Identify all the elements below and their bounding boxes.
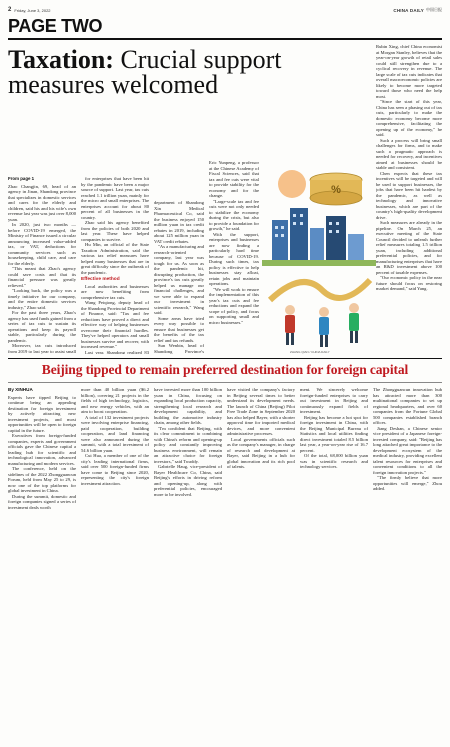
paragraph: In 2020, just two months — before COVID-19 emerged, the Ministry of Finance issued a circular announcing increased value-added tax, or VAT, deductions for community services such as housekeeping, child care, and care for the elderly. (8, 222, 76, 266)
section-title: PAGE TWO (8, 16, 103, 36)
second-story-column-3 (154, 387, 222, 743)
dateline: From page 1 (8, 176, 35, 181)
paragraph: Zhao said his agency benefited from the policies of both 2020 and last year. These have helped companies to survive. (81, 220, 149, 242)
second-story-column-5 (300, 387, 368, 743)
paragraph: more than 40 billion yuan ($6.2 billion), covering 21 projects in the fields of high technology, logistics, and new energy vehicles, with an aim to boost cooperation. (81, 387, 149, 414)
paragraph: have invested more than 100 billion yuan in China, focusing on expanding local production capacity, strengthening local research and development capability, and building the automotive industry chain, among other fields. (154, 387, 222, 425)
paragraph: have visited the company's factory in Beijing several times to better understand its development needs. The launch of China (Beijing) Pilot Free Trade Zone in September 2020 has also helped Bayer, with a shorter approval time for imported medical devices, and more convenient administrative processes. (227, 387, 295, 436)
paragraph: Some areas have tried every way possible to ensure that businesses get the benefits of the tax relief and tax refunds. (154, 315, 204, 343)
story-divider (8, 358, 442, 359)
paragraph: Local governments officials such as the company's manager, in charge of research and development at Bayer, said Beijing in a hub for global innovation and its rich pool of talents. (227, 436, 295, 469)
illustration-credit: ZHANG QIAN / CHINA DAILY (290, 350, 330, 354)
subhead: Effective method (81, 277, 120, 282)
paragraph: The Zhongguancun innovation hub has attracted more than 300 multinational companies to set up regional headquarters, and over 60 companies from the Fortune Global 500 companies established branch offices. (373, 387, 442, 425)
paragraph: Gabrielle Haug, vice-president of Bayer Healthcare Co, China, said Beijing's efforts in driving reform and opening-up, along with preferential policies, encouraged more to be involved. (154, 464, 222, 497)
top-headline (8, 47, 298, 97)
top-story-column-4 (209, 160, 259, 354)
paragraph: Last year, Shandong realized 83 (85, 349, 149, 354)
paragraph: Chen expects that these tax incentives will be targeted and will be used to support businesses, the jobs that have been hit hardest by the pandemic, as well as technology and innovative businesses, which are part of the country's high-quality development drive. (376, 170, 442, 220)
paragraph: ment. We sincerely welcome foreign-funded enterprises to carry out investment in Beijing and continuously expand fields of investment. (300, 387, 368, 414)
paragraph: Executives from foreign-funded companies, experts and government officials gave the Chinese capital a leading hub for scientific and technological innovation, advanced manufacturing and modern services. (8, 433, 76, 466)
headline-bold: Taxation: (8, 45, 114, 74)
top-story-column-2 (81, 176, 149, 354)
top-story-column-1 (8, 176, 76, 354)
paragraph: Local authorities and businesses are now benefiting from comprehensive tax cuts. (81, 283, 149, 300)
paragraph: Such a process will bring small challenges for firms, and to make such a pragmatic approach is needed for recovery, and incentives aimed at businesses should be stable and consistent. (376, 137, 442, 170)
paragraph: "As a manufacturing and research-oriented company, last year was tough for us. As soon as the pandemic hit, disrupting production, the province's tax cuts greatly helped us manage our financial challenges, and we were able to expand our investment in scientific research," Wang said. (154, 244, 204, 315)
top-story-column-6 (376, 44, 442, 354)
paragraph: Rubin Xing, chief China economist at Morgan Stanley, believes that the year-on-year growth of retail sales could still strengthen due to a cyclical recovery in revenue. The large scale of tax cuts indicates that overall macroeconomic policies are likely to become more targeted toward those who need the help most. (376, 44, 442, 99)
paragraph: Jiang Deshan, a Chinese senior vice president of a Japanese foreign-invested company, said: "Beijing has long attached great importance to the development ecosystem of the medical industry, providing excellent talent resources for enterprises and convenient conditions to all the foreign innovation projects." (373, 425, 442, 475)
page-number: 2 (8, 7, 12, 13)
paragraph: "Looking back, the policy was a timely initiative for our company, and the entire domestic services industry," Zhao said. (8, 288, 76, 310)
paragraph: During the summit, domestic and foreign companies signed a series of investment deals worth (8, 493, 76, 510)
paragraph: Moreover, tax cuts introduced from 2019 to last year to assist small (8, 343, 76, 354)
paragraph: Eric Yunpeng, a professor at the Chinese Academy of Fiscal Sciences, said that tax and fee cuts were vital to provide stability for the economy and for the change. (209, 160, 259, 198)
paragraph: Hu Min, an official of the State Taxation Administration, said the various tax relief measures have helped many businesses that are in great difficulty since the outbreak of the pandemic. (81, 242, 149, 275)
paragraph: "This meant that Zhao's agency could save costs and that its financial pressure was greatly relieved." (8, 266, 76, 288)
paragraph: Of the total, 68,000 billion yuan was in scientific research and technology services. (300, 453, 368, 469)
second-story-column-6 (373, 387, 442, 743)
paragraph: With the support, enterprises and businesses are now finding a particularly hard time because of COVID-19. During such times, tax policy is effective to help businesses stay afloat, retain jobs and maintain operations. (209, 231, 259, 286)
paragraph: Wang Peiqiong, deputy head of the Shandong Provincial Department of Finance, said: "Tax and fee reductions have proved a direct and effective way of helping businesses overcome their financial hurdles. They've helped operators and small businesses survive and recover, with increased revenue." (81, 300, 149, 349)
section-rule (8, 38, 442, 40)
paragraph: The conference, held on the sidelines of the 2022 Zhongguancun Forum, held from May 25 to 29, is now one of the top platforms for global investment in China. (8, 466, 76, 493)
issue-date: Friday, June 3, 2022 (14, 7, 51, 13)
byline: By XINHUA (8, 387, 33, 392)
paragraph: Beijing has become a hot spot for foreign investment in China, with the Beijing Municipal Bureau of Statistics and local utilities finding direct investment totaled 8.5 billion last year, a year-on-year rise of 16.7 percent. (300, 414, 368, 453)
paragraph: "The firmly believe that more opportunities will emerge," Zhou added. (373, 475, 442, 491)
paragraph: "We will work to ensure the implementation of this year's tax cuts and fee reductions and expand the scope of policy, and focus on supporting small and micro businesses." (209, 286, 259, 325)
taxation-illustration (262, 150, 376, 356)
masthead (8, 5, 442, 15)
second-headline-rule (8, 382, 442, 383)
second-story-column-1 (8, 387, 76, 743)
paragraph: Experts have tipped Beijing to continue being an appealing destination for foreign investment by actively attracting new investment projects, and most opportunities will be open to foreign capital in the future. (8, 394, 76, 433)
paragraph: Such measures are already in the pipeline. On March 25, an executive meeting of the State Council decided to unleash further relief measures totaling 1.5 trillion yuan, including additional preferential policies, and for manufacturing enterprises that have an R&D investment above 100 percent of taxable expenses. (376, 220, 442, 275)
brand-name: CHINA DAILY (393, 7, 424, 13)
paragraph: "Large-scale tax and fee cuts were not only needed to stabilize the economy during the crisis, but also to provide a foundation for growth," he said. (209, 198, 259, 231)
paragraph: Sun Wenbin, head of Shandong Province's (154, 343, 204, 354)
paragraph: "Since the start of this year, China has seen a phasing out of tax cuts, particularly to make the domestic economy become more comprehensive, facilitating the opening up of the economy," he said. (376, 99, 442, 137)
second-story-column-4 (227, 387, 295, 743)
brand-name-cn: 中国日报 (426, 7, 442, 12)
paragraph: "Our economic policy in the near future should focus on restoring market demand," said Yang. (376, 275, 442, 291)
paragraph: A total of 132 investment projects were involving enterprise financing, paid cooperation, building cooperation, and land financing were also announced during the summit, with a total investment of 54.6 billion yuan. (81, 414, 149, 453)
paragraph: department of Shandong Xin Medical Pharmaceutical Co, said the business enjoyed 150 million yuan in tax credit rebates in 2019, including about 125 million yuan in VAT credit rebates. (154, 200, 204, 244)
svg-text:%: % (331, 184, 341, 196)
paragraph: Zhao Changjin, 69, head of an agency in Jinan, Shandong province that specializes in domestic services and cares for the elderly and children, said his and his wife's own revenue last year was just over 8,000 yuan. (8, 183, 76, 222)
headline-rest: Crucial support measures welcomed (8, 45, 282, 99)
paragraph: Cui Hua, a member of one of the city's leading international firms, said over 500 foreign-funded firms have come to Beijing since 2020, representing the city's foreign investment attraction. (81, 453, 149, 486)
second-story-column-2 (81, 387, 149, 743)
paragraph: for enterprises that have been hit by the pandemic have been a major source of support. Last year, tax cuts reached 1.1 trillion yuan, mainly for the micro and small enterprises. The enterprises account for about 80 percent of all businesses in the country. (81, 176, 149, 220)
second-headline: Beijing tipped to remain preferred destination for foreign capital (41, 362, 409, 377)
top-story-column-3 (154, 200, 204, 354)
paragraph: "I'm confident that Beijing, with its clear commitment to combining with China's reform and opening-up policy and constantly improving business environment, will remain an attractive choice for foreign investors," said Twaddy. (154, 425, 222, 464)
paragraph: For the past three years, Zhao's agency has used funds gained from a series of tax cuts to sustain its operations and keep its payroll stable, particularly during the pandemic. (8, 310, 76, 343)
